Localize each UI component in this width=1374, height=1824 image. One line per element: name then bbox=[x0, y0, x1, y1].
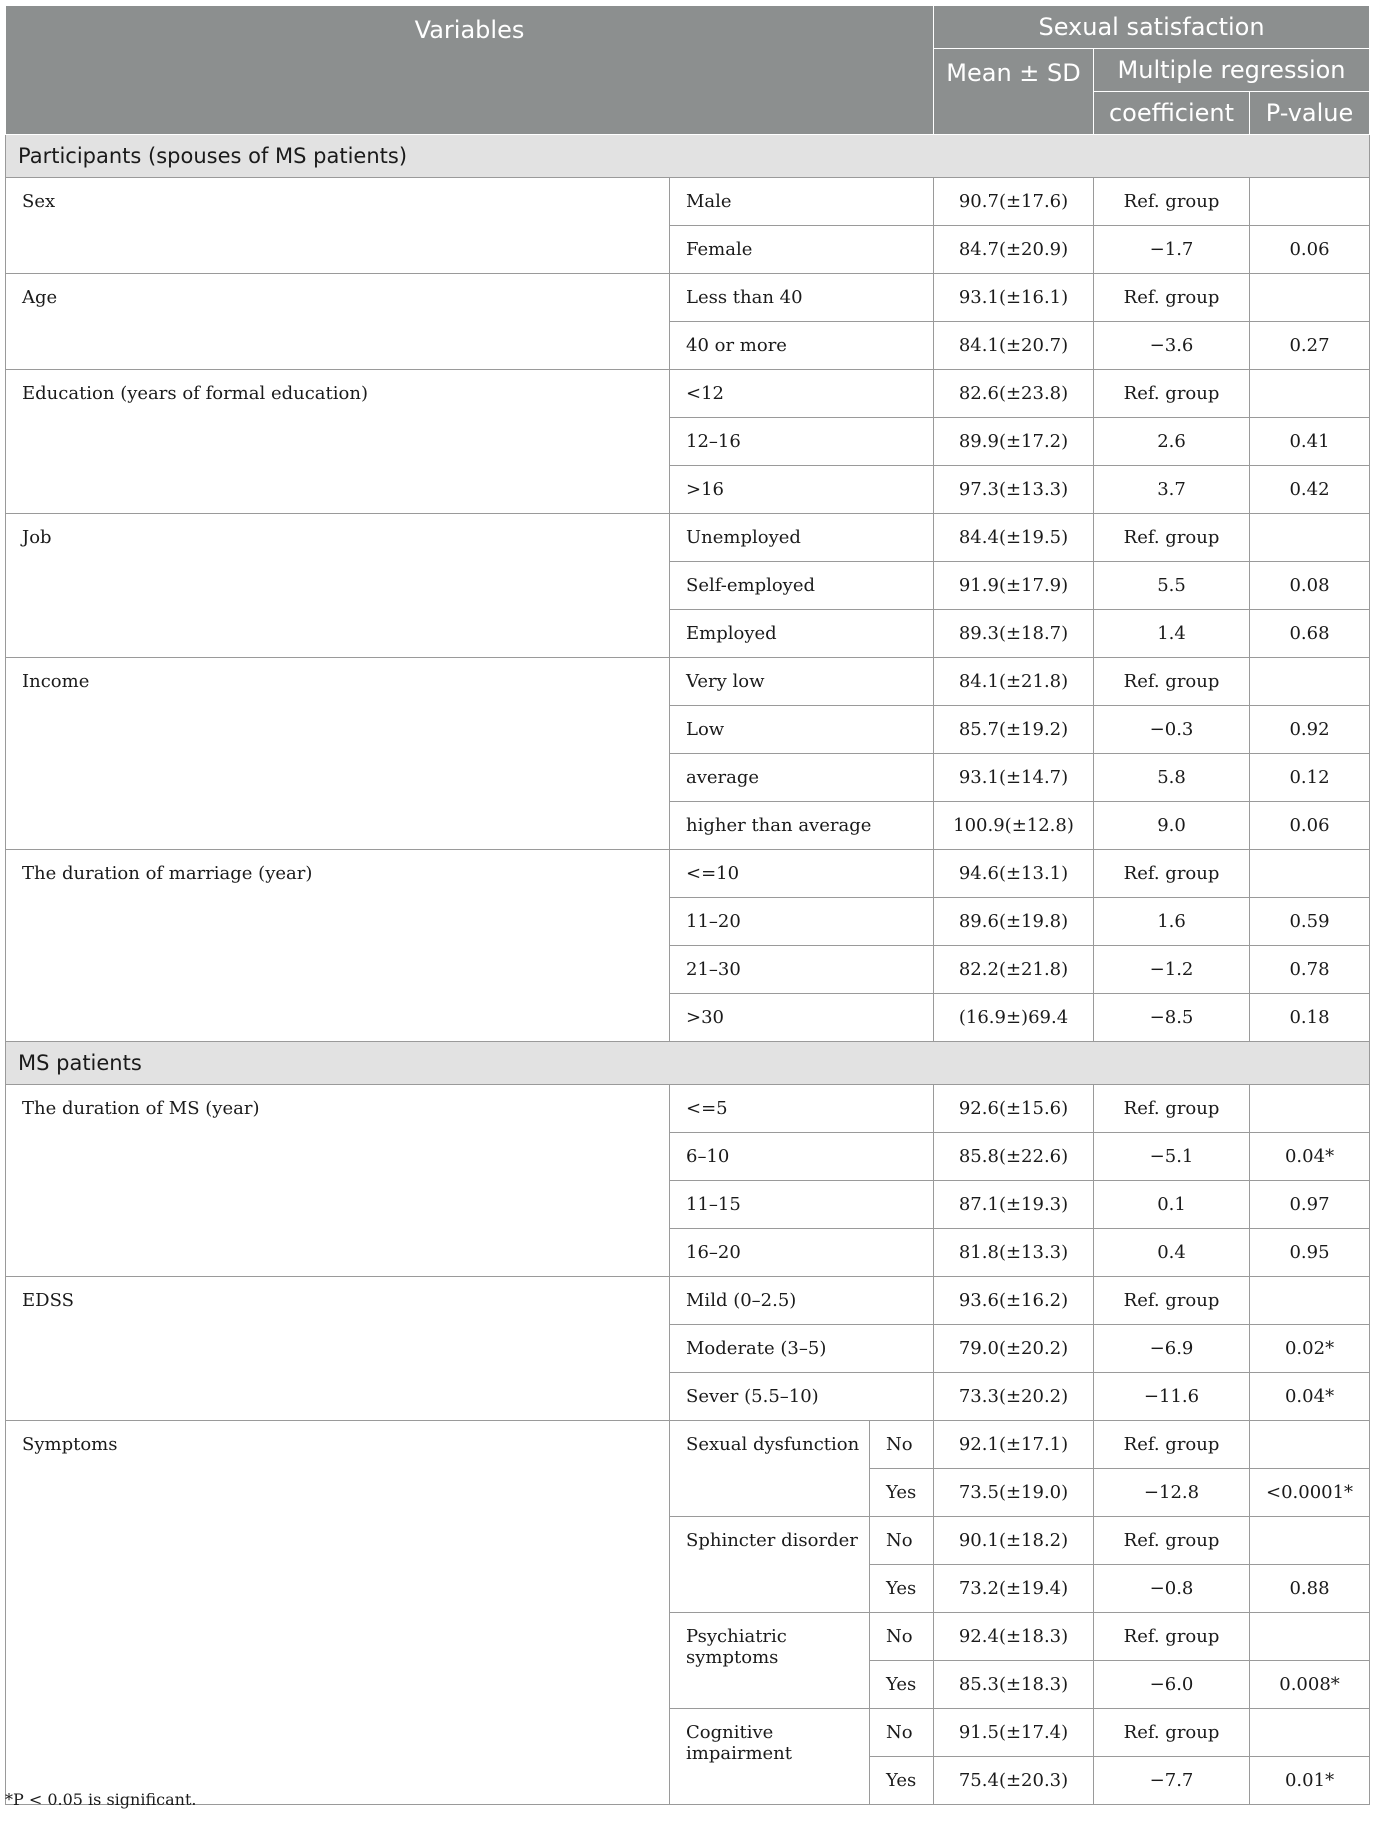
coef-cell: Ref. group bbox=[1094, 274, 1250, 322]
mean-cell: 73.5(±19.0) bbox=[934, 1469, 1094, 1517]
category-cell: Yes bbox=[870, 1565, 934, 1613]
mean-cell: 92.1(±17.1) bbox=[934, 1421, 1094, 1469]
mean-cell: 91.9(±17.9) bbox=[934, 562, 1094, 610]
category-cell: 6–10 bbox=[670, 1133, 934, 1181]
mean-cell: 84.7(±20.9) bbox=[934, 226, 1094, 274]
coef-cell: 3.7 bbox=[1094, 466, 1250, 514]
category-cell: Yes bbox=[870, 1757, 934, 1805]
header-p-value: P-value bbox=[1250, 92, 1370, 135]
mean-cell: 94.6(±13.1) bbox=[934, 850, 1094, 898]
category-cell: Low bbox=[670, 706, 934, 754]
mean-cell: 93.6(±16.2) bbox=[934, 1277, 1094, 1325]
table-footnote: *P < 0.05 is significant. bbox=[5, 1790, 197, 1809]
table-row bbox=[6, 370, 1370, 418]
mean-cell: 82.2(±21.8) bbox=[934, 946, 1094, 994]
section-row bbox=[6, 135, 1370, 178]
coef-cell: −7.7 bbox=[1094, 1757, 1250, 1805]
category-cell: >30 bbox=[670, 994, 934, 1042]
category-cell: <=10 bbox=[670, 850, 934, 898]
category-cell: No bbox=[870, 1517, 934, 1565]
section-ms-patients: MS patients bbox=[6, 1042, 1370, 1085]
coef-cell: −12.8 bbox=[1094, 1469, 1250, 1517]
coef-cell: Ref. group bbox=[1094, 1277, 1250, 1325]
coef-cell: Ref. group bbox=[1094, 178, 1250, 226]
coef-cell: −0.3 bbox=[1094, 706, 1250, 754]
category-cell: Yes bbox=[870, 1661, 934, 1709]
p-cell: 0.41 bbox=[1250, 418, 1370, 466]
mean-cell: 90.7(±17.6) bbox=[934, 178, 1094, 226]
coef-cell: 0.1 bbox=[1094, 1181, 1250, 1229]
table-row bbox=[6, 850, 1370, 898]
category-cell: Less than 40 bbox=[670, 274, 934, 322]
category-cell: <=5 bbox=[670, 1085, 934, 1133]
mean-cell: 87.1(±19.3) bbox=[934, 1181, 1094, 1229]
coef-cell: Ref. group bbox=[1094, 1085, 1250, 1133]
mean-cell: 89.6(±19.8) bbox=[934, 898, 1094, 946]
category-cell: Male bbox=[670, 178, 934, 226]
mean-cell: 81.8(±13.3) bbox=[934, 1229, 1094, 1277]
p-cell: <0.0001* bbox=[1250, 1469, 1370, 1517]
coef-cell: 1.6 bbox=[1094, 898, 1250, 946]
symptom-label: Cognitive impairment bbox=[670, 1709, 870, 1805]
group-label: The duration of MS (year) bbox=[6, 1085, 670, 1277]
category-cell: 11–20 bbox=[670, 898, 934, 946]
p-cell bbox=[1250, 1421, 1370, 1469]
category-cell: 40 or more bbox=[670, 322, 934, 370]
mean-cell: 92.6(±15.6) bbox=[934, 1085, 1094, 1133]
mean-cell: 79.0(±20.2) bbox=[934, 1325, 1094, 1373]
p-cell: 0.04* bbox=[1250, 1373, 1370, 1421]
category-cell: Employed bbox=[670, 610, 934, 658]
mean-cell: 73.2(±19.4) bbox=[934, 1565, 1094, 1613]
p-cell: 0.06 bbox=[1250, 802, 1370, 850]
mean-cell: 75.4(±20.3) bbox=[934, 1757, 1094, 1805]
coef-cell: −1.7 bbox=[1094, 226, 1250, 274]
coef-cell: −6.0 bbox=[1094, 1661, 1250, 1709]
mean-cell: 100.9(±12.8) bbox=[934, 802, 1094, 850]
p-cell bbox=[1250, 1709, 1370, 1757]
p-cell: 0.42 bbox=[1250, 466, 1370, 514]
p-cell bbox=[1250, 1613, 1370, 1661]
mean-cell: 91.5(±17.4) bbox=[934, 1709, 1094, 1757]
category-cell: Yes bbox=[870, 1469, 934, 1517]
p-cell bbox=[1250, 1277, 1370, 1325]
coef-cell: 0.4 bbox=[1094, 1229, 1250, 1277]
p-cell bbox=[1250, 514, 1370, 562]
mean-cell: 85.8(±22.6) bbox=[934, 1133, 1094, 1181]
mean-cell: 84.1(±21.8) bbox=[934, 658, 1094, 706]
symptom-label: Sphincter disorder bbox=[670, 1517, 870, 1613]
category-cell: Sever (5.5–10) bbox=[670, 1373, 934, 1421]
category-cell: average bbox=[670, 754, 934, 802]
mean-cell: 92.4(±18.3) bbox=[934, 1613, 1094, 1661]
mean-cell: 82.6(±23.8) bbox=[934, 370, 1094, 418]
p-cell: 0.88 bbox=[1250, 1565, 1370, 1613]
coef-cell: 1.4 bbox=[1094, 610, 1250, 658]
coef-cell: −8.5 bbox=[1094, 994, 1250, 1042]
header-coefficient: coefficient bbox=[1094, 92, 1250, 135]
category-cell: 11–15 bbox=[670, 1181, 934, 1229]
mean-cell: 97.3(±13.3) bbox=[934, 466, 1094, 514]
p-cell: 0.68 bbox=[1250, 610, 1370, 658]
p-cell bbox=[1250, 1085, 1370, 1133]
mean-cell: 90.1(±18.2) bbox=[934, 1517, 1094, 1565]
p-cell: 0.92 bbox=[1250, 706, 1370, 754]
mean-cell: 84.4(±19.5) bbox=[934, 514, 1094, 562]
table-row bbox=[6, 658, 1370, 706]
p-cell: 0.18 bbox=[1250, 994, 1370, 1042]
symptom-label: Psychiatric symptoms bbox=[670, 1613, 870, 1709]
coef-cell: Ref. group bbox=[1094, 850, 1250, 898]
mean-cell: (16.9±)69.4 bbox=[934, 994, 1094, 1042]
coef-cell: −11.6 bbox=[1094, 1373, 1250, 1421]
table-row bbox=[6, 274, 1370, 322]
results-table bbox=[5, 5, 1370, 1805]
mean-cell: 93.1(±14.7) bbox=[934, 754, 1094, 802]
coef-cell: −6.9 bbox=[1094, 1325, 1250, 1373]
coef-cell: −3.6 bbox=[1094, 322, 1250, 370]
p-cell: 0.04* bbox=[1250, 1133, 1370, 1181]
p-cell bbox=[1250, 370, 1370, 418]
header-multiple-regression: Multiple regression bbox=[1094, 49, 1370, 92]
coef-cell: Ref. group bbox=[1094, 370, 1250, 418]
p-cell: 0.01* bbox=[1250, 1757, 1370, 1805]
coef-cell: 5.8 bbox=[1094, 754, 1250, 802]
table-row bbox=[6, 178, 1370, 226]
p-cell: 0.008* bbox=[1250, 1661, 1370, 1709]
p-cell: 0.97 bbox=[1250, 1181, 1370, 1229]
category-cell: >16 bbox=[670, 466, 934, 514]
p-cell bbox=[1250, 658, 1370, 706]
table-row bbox=[6, 514, 1370, 562]
category-cell: Self-employed bbox=[670, 562, 934, 610]
p-cell: 0.02* bbox=[1250, 1325, 1370, 1373]
coef-cell: Ref. group bbox=[1094, 1613, 1250, 1661]
p-cell: 0.08 bbox=[1250, 562, 1370, 610]
category-cell: <12 bbox=[670, 370, 934, 418]
p-cell bbox=[1250, 178, 1370, 226]
section-participants: Participants (spouses of MS patients) bbox=[6, 135, 1370, 178]
group-label: Job bbox=[6, 514, 670, 658]
category-cell: higher than average bbox=[670, 802, 934, 850]
category-cell: 21–30 bbox=[670, 946, 934, 994]
category-cell: Very low bbox=[670, 658, 934, 706]
category-cell: Moderate (3–5) bbox=[670, 1325, 934, 1373]
header-variables: Variables bbox=[6, 6, 934, 135]
group-label: Symptoms bbox=[6, 1421, 670, 1805]
mean-cell: 93.1(±16.1) bbox=[934, 274, 1094, 322]
p-cell: 0.95 bbox=[1250, 1229, 1370, 1277]
symptom-label: Sexual dysfunction bbox=[670, 1421, 870, 1517]
category-cell: No bbox=[870, 1613, 934, 1661]
coef-cell: Ref. group bbox=[1094, 1517, 1250, 1565]
table-row bbox=[6, 1421, 1370, 1469]
mean-cell: 84.1(±20.7) bbox=[934, 322, 1094, 370]
group-label: Education (years of formal education) bbox=[6, 370, 670, 514]
coef-cell: Ref. group bbox=[1094, 1709, 1250, 1757]
p-cell bbox=[1250, 1517, 1370, 1565]
p-cell bbox=[1250, 274, 1370, 322]
coef-cell: Ref. group bbox=[1094, 1421, 1250, 1469]
mean-cell: 89.9(±17.2) bbox=[934, 418, 1094, 466]
category-cell: 12–16 bbox=[670, 418, 934, 466]
group-label: The duration of marriage (year) bbox=[6, 850, 670, 1042]
category-cell: No bbox=[870, 1421, 934, 1469]
group-label: Sex bbox=[6, 178, 670, 274]
group-label: Income bbox=[6, 658, 670, 850]
p-cell: 0.59 bbox=[1250, 898, 1370, 946]
coef-cell: Ref. group bbox=[1094, 514, 1250, 562]
coef-cell: 5.5 bbox=[1094, 562, 1250, 610]
table-row bbox=[6, 1277, 1370, 1325]
category-cell: No bbox=[870, 1709, 934, 1757]
header-sexual-satisfaction: Sexual satisfaction bbox=[934, 6, 1370, 49]
coef-cell: −5.1 bbox=[1094, 1133, 1250, 1181]
p-cell: 0.06 bbox=[1250, 226, 1370, 274]
group-label: Age bbox=[6, 274, 670, 370]
coef-cell: Ref. group bbox=[1094, 658, 1250, 706]
p-cell: 0.27 bbox=[1250, 322, 1370, 370]
mean-cell: 85.7(±19.2) bbox=[934, 706, 1094, 754]
category-cell: 16–20 bbox=[670, 1229, 934, 1277]
coef-cell: −0.8 bbox=[1094, 1565, 1250, 1613]
p-cell bbox=[1250, 850, 1370, 898]
coef-cell: −1.2 bbox=[1094, 946, 1250, 994]
section-row bbox=[6, 1042, 1370, 1085]
coef-cell: 2.6 bbox=[1094, 418, 1250, 466]
mean-cell: 89.3(±18.7) bbox=[934, 610, 1094, 658]
mean-cell: 85.3(±18.3) bbox=[934, 1661, 1094, 1709]
table-row bbox=[6, 1085, 1370, 1133]
mean-cell: 73.3(±20.2) bbox=[934, 1373, 1094, 1421]
category-cell: Mild (0–2.5) bbox=[670, 1277, 934, 1325]
coef-cell: 9.0 bbox=[1094, 802, 1250, 850]
p-cell: 0.78 bbox=[1250, 946, 1370, 994]
p-cell: 0.12 bbox=[1250, 754, 1370, 802]
group-label: EDSS bbox=[6, 1277, 670, 1421]
category-cell: Female bbox=[670, 226, 934, 274]
category-cell: Unemployed bbox=[670, 514, 934, 562]
header-mean-sd: Mean ± SD bbox=[934, 49, 1094, 135]
